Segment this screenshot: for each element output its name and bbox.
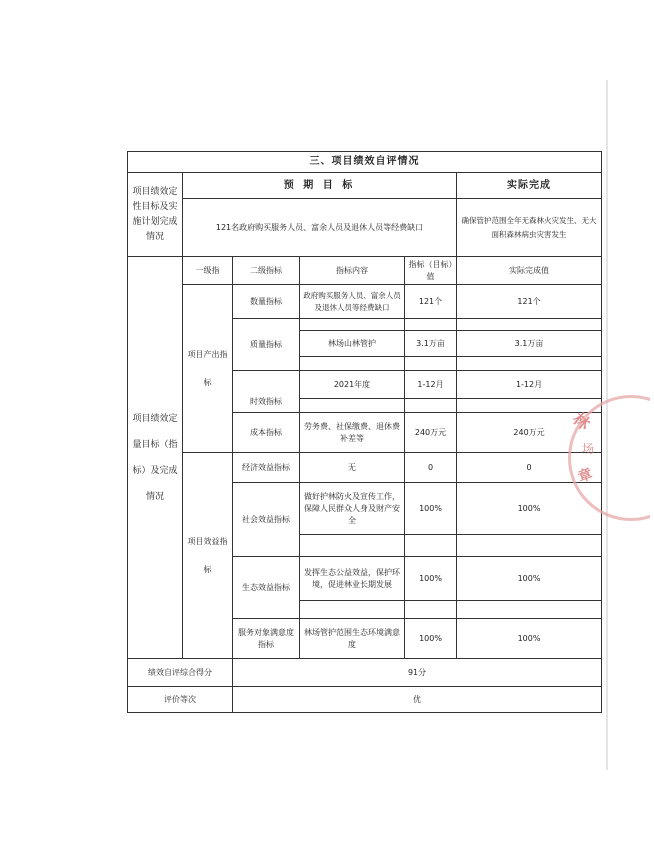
actual-completion-header: 实际完成 [457,173,602,199]
expected-goal-header: 预 期 目 标 [183,173,457,199]
column-level2: 二级指标 [233,257,300,285]
quantitative-label: 项目绩效定量目标（指标）及完成情况 [128,257,183,659]
content-timeliness: 2021年度 [300,371,405,399]
column-target: 指标（目标）值 [405,257,457,285]
level2-social: 社会效益指标 [233,483,300,557]
actual-quality: 3.1万亩 [457,331,602,357]
score-label: 绩效自评综合得分 [128,659,233,687]
actual-ecological: 100% [457,557,602,601]
level2-timeliness: 时效指标 [233,371,300,413]
content-ecological: 发挥生态公益效益，保护环境，促进林业长期发展 [300,557,405,601]
target-social: 100% [405,483,457,535]
level2-quantity: 数量指标 [233,285,300,319]
level2-quality: 质量指标 [233,319,300,371]
score-value: 91分 [233,659,602,687]
seal-char-3: 章 [576,466,595,486]
target-ecological: 100% [405,557,457,601]
qualitative-label: 项目绩效定性目标及实施计划完成情况 [128,173,183,257]
target-satisfaction: 100% [405,619,457,659]
expected-goal-text: 121名政府购买服务人员、富余人员及退休人员等经费缺口 [183,199,457,257]
level2-satisfaction: 服务对象满意度指标 [233,619,300,659]
content-satisfaction: 林场管护范围生态环境满意度 [300,619,405,659]
actual-economic: 0 [457,453,602,483]
content-economic: 无 [300,453,405,483]
target-economic: 0 [405,453,457,483]
column-content: 指标内容 [300,257,405,285]
actual-timeliness: 1-12月 [457,371,602,399]
target-timeliness: 1-12月 [405,371,457,399]
target-cost: 240万元 [405,413,457,453]
seal-char-1: 林 [569,408,594,434]
level2-ecological: 生态效益指标 [233,557,300,619]
benefit-indicator-group: 项目效益指标 [183,453,233,659]
grade-value: 优 [233,687,602,713]
target-quality: 3.1万亩 [405,331,457,357]
column-level1: 一级指 [183,257,233,285]
actual-satisfaction: 100% [457,619,602,659]
actual-social: 100% [457,483,602,535]
seal-char-2: 场 [582,442,595,456]
level2-cost: 成本指标 [233,413,300,453]
actual-quantity: 121个 [457,285,602,319]
table-title: 三、项目绩效自评情况 [128,152,602,173]
performance-table [127,151,602,713]
actual-completion-text: 确保管护范围全年无森林火灾发生、无大面积森林病虫灾害发生 [457,199,602,257]
column-actual: 实际完成值 [457,257,602,285]
target-quantity: 121个 [405,285,457,319]
level2-economic: 经济效益指标 [233,453,300,483]
content-cost: 劳务费、社保缴费、退休费补差等 [300,413,405,453]
content-social: 做好护林防火及宣传工作，保障人民群众人身及财产安全 [300,483,405,535]
output-indicator-group: 项目产出指标 [183,285,233,453]
content-quantity: 政府购买服务人员、富余人员及退休人员等经费缺口 [300,285,405,319]
actual-cost: 240万元 [457,413,602,453]
grade-label: 评价等次 [128,687,233,713]
content-quality: 林场山林管护 [300,331,405,357]
official-seal [560,395,650,525]
